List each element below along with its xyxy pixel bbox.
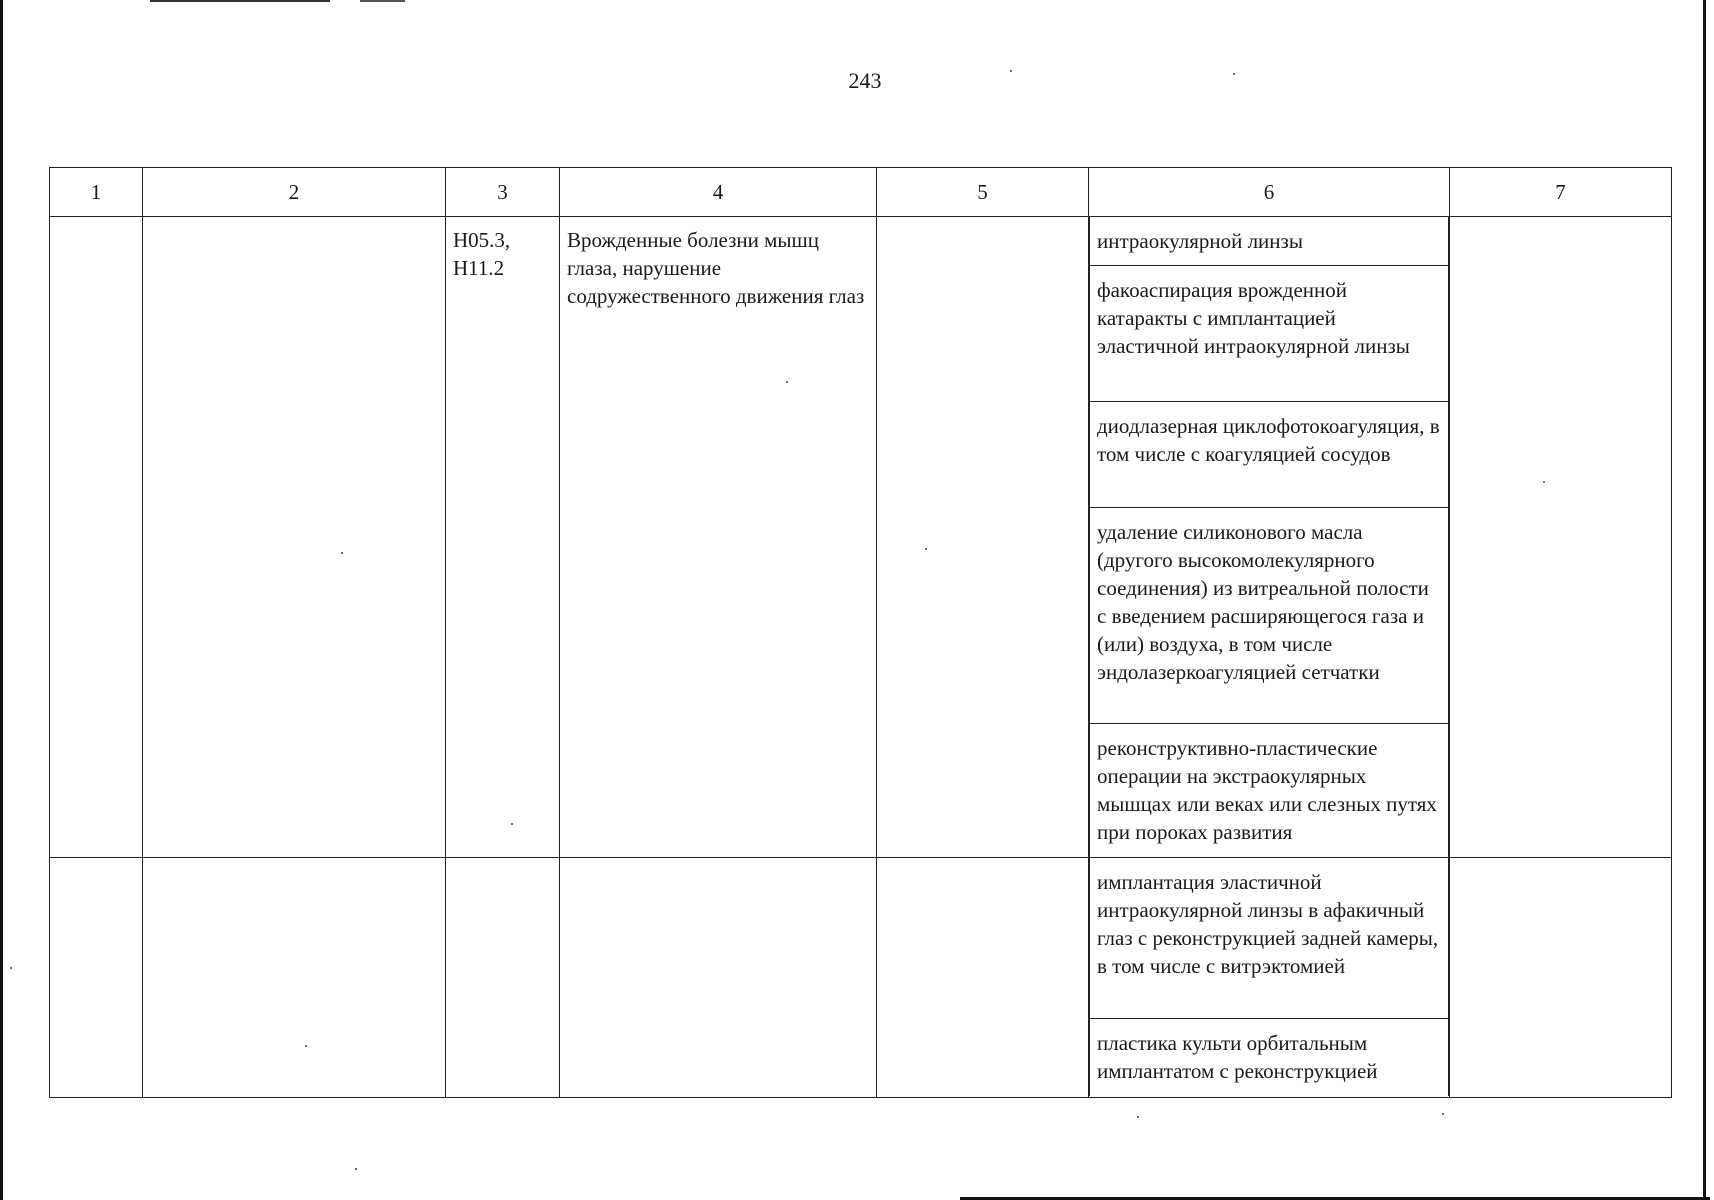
cell-col2 xyxy=(143,217,446,858)
header-cell-3: 3 xyxy=(446,168,560,217)
header-cell-5: 5 xyxy=(877,168,1089,217)
table-header-row xyxy=(50,168,1672,217)
cell-disease-description xyxy=(560,858,877,1098)
scan-border-top xyxy=(150,0,330,2)
header-cell-2: 2 xyxy=(143,168,446,217)
scan-border-right xyxy=(1703,0,1706,1200)
scan-speck xyxy=(1233,73,1235,75)
treatment-item: удаление силиконового масла (другого высокомолекулярного соединения) из витреальной полости с введением расширяющегося газа и (или) воздуха, в том числе эндолазеркоагуляцией сетчатки xyxy=(1090,508,1448,724)
treatment-list xyxy=(1089,217,1449,857)
treatment-item: пластика культи орбитальным имплантатом с реконструкцией xyxy=(1097,1031,1378,1083)
treatment-item: диодлазерная циклофотокоагуляция, в том числе с коагуляцией сосудов xyxy=(1090,402,1448,508)
table-row xyxy=(50,858,1672,1098)
header-cell-7: 7 xyxy=(1450,168,1672,217)
cell-col1 xyxy=(50,217,143,858)
cell-col1 xyxy=(50,858,143,1098)
scan-speck xyxy=(355,1168,357,1170)
table-row xyxy=(50,217,1672,858)
header-cell-4: 4 xyxy=(560,168,877,217)
cell-col7 xyxy=(1450,858,1672,1098)
cell-disease-description: Врожденные болезни мышц глаза, нарушение содружественного движения глаз xyxy=(560,217,877,858)
treatment-list xyxy=(1089,858,1449,1096)
cell-col7 xyxy=(1450,217,1672,858)
cell-col5 xyxy=(877,858,1089,1098)
page-number: 243 xyxy=(848,68,882,93)
cell-treatment-methods xyxy=(1089,217,1450,858)
treatment-item: факоаспирация врожденной катаракты с имплантацией эластичной интраокулярной линзы xyxy=(1090,266,1448,402)
scan-speck xyxy=(10,967,12,969)
treatment-item: имплантация эластичной интраокулярной линзы в афакичный глаз с реконструкцией задней камеры, в том числе с витрэктомией xyxy=(1090,858,1448,1019)
scan-border-left xyxy=(0,0,3,1200)
scan-border-top-fragment xyxy=(360,0,405,2)
scan-speck xyxy=(1137,1116,1139,1118)
document-table xyxy=(49,167,1672,1098)
header-cell-1: 1 xyxy=(50,168,143,217)
treatment-item: реконструктивно-пластические операции на экстраокулярных мышцах или веках или слезных путях при пороках развития xyxy=(1097,736,1437,844)
cell-diagnosis-code xyxy=(446,858,560,1098)
header-cell-6: 6 xyxy=(1089,168,1450,217)
cell-diagnosis-code: H05.3, H11.2 xyxy=(446,217,560,858)
cell-col2 xyxy=(143,858,446,1098)
scan-speck xyxy=(1010,70,1012,72)
treatment-item: интраокулярной линзы xyxy=(1090,217,1448,266)
cell-col5 xyxy=(877,217,1089,858)
scan-speck xyxy=(1442,1113,1444,1115)
cell-treatment-methods xyxy=(1089,858,1450,1098)
